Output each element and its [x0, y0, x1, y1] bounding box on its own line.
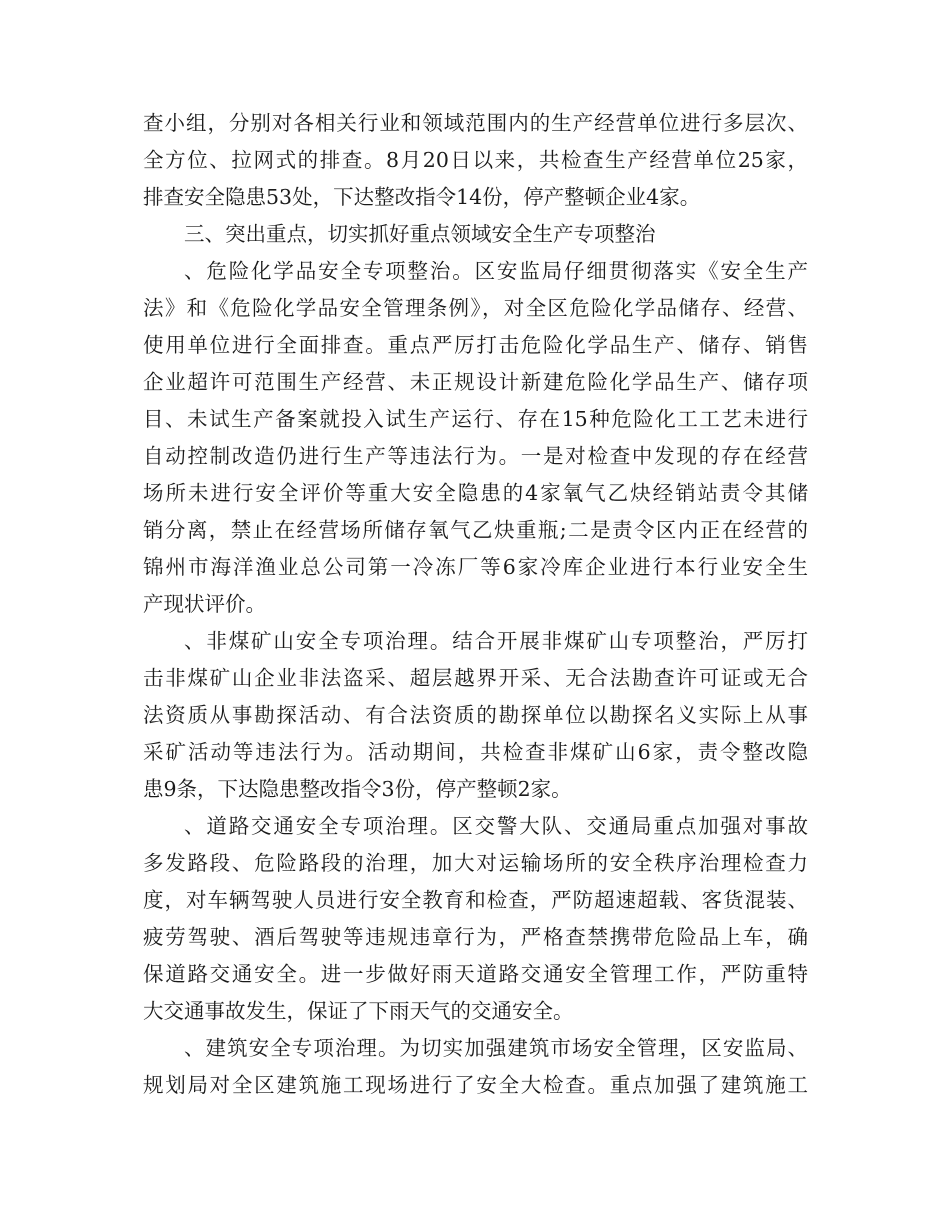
text-line: 、危险化学品安全专项整治。区安监局仔细贯彻落实《安全生产 — [184, 259, 808, 283]
text-line: 保道路交通安全。进一步做好雨天道路交通安全管理工作，严防重特 — [143, 962, 808, 986]
text-line: 使用单位进行全面排查。重点严厉打击危险化学品生产、储存、销售 — [143, 333, 808, 357]
text-line: 、非煤矿山安全专项治理。结合开展非煤矿山专项整治，严厉打 — [184, 629, 808, 653]
text-line: 销分离，禁止在经营场所储存氧气乙炔重瓶;二是责令区内正在经营的 — [143, 518, 808, 542]
text-line: 采矿活动等违法行为。活动期间，共检查非煤矿山6家，责令整改隐 — [143, 740, 808, 764]
text-line: 规划局对全区建筑施工现场进行了安全大检查。重点加强了建筑施工 — [143, 1073, 808, 1097]
text-line: 度，对车辆驾驶人员进行安全教育和检查，严防超速超载、客货混装、 — [143, 888, 808, 912]
text-line: 产现状评价。 — [143, 592, 266, 616]
document-body — [143, 105, 808, 1104]
text-line: 目、未试生产备案就投入试生产运行、存在15种危险化工工艺未进行 — [143, 407, 808, 431]
text-line: 大交通事故发生，保证了下雨天气的交通安全。 — [143, 999, 574, 1023]
text-line: 法》和《危险化学品安全管理条例》，对全区危险化学品储存、经营、 — [143, 296, 808, 320]
text-line: 击非煤矿山企业非法盗采、超层越界开采、无合法勘查许可证或无合 — [143, 666, 808, 690]
text-line: 疲劳驾驶、酒后驾驶等违规违章行为，严格查禁携带危险品上车，确 — [143, 925, 808, 949]
text-line: 锦州市海洋渔业总公司第一冷冻厂等6家冷库企业进行本行业安全生 — [143, 555, 808, 579]
text-line: 排查安全隐患53处，下达整改指令14份，停产整顿企业4家。 — [143, 185, 701, 209]
text-line: 场所未进行安全评价等重大安全隐患的4家氧气乙炔经销站责令其储 — [143, 481, 808, 505]
section-heading: 三、突出重点，切实抓好重点领域安全生产专项整治 — [184, 222, 656, 246]
text-line: 患9条，下达隐患整改指令3份，停产整顿2家。 — [143, 777, 572, 801]
text-line: 法资质从事勘探活动、有合法资质的勘探单位以勘探名义实际上从事 — [143, 703, 808, 727]
text-line: 企业超许可范围生产经营、未正规设计新建危险化学品生产、储存项 — [143, 370, 808, 394]
text-line: 多发路段、危险路段的治理，加大对运输场所的安全秩序治理检查力 — [143, 851, 808, 875]
text-line: 查小组，分别对各相关行业和领域范围内的生产经营单位进行多层次、 — [143, 111, 808, 135]
text-line: 全方位、拉网式的排查。8月20日以来，共检查生产经营单位25家， — [143, 148, 808, 172]
text-line: 自动控制改造仍进行生产等违法行为。一是对检查中发现的存在经营 — [143, 444, 808, 468]
text-line: 、建筑安全专项治理。为切实加强建筑市场安全管理，区安监局、 — [184, 1036, 808, 1060]
text-line: 、道路交通安全专项治理。区交警大队、交通局重点加强对事故 — [184, 814, 808, 838]
